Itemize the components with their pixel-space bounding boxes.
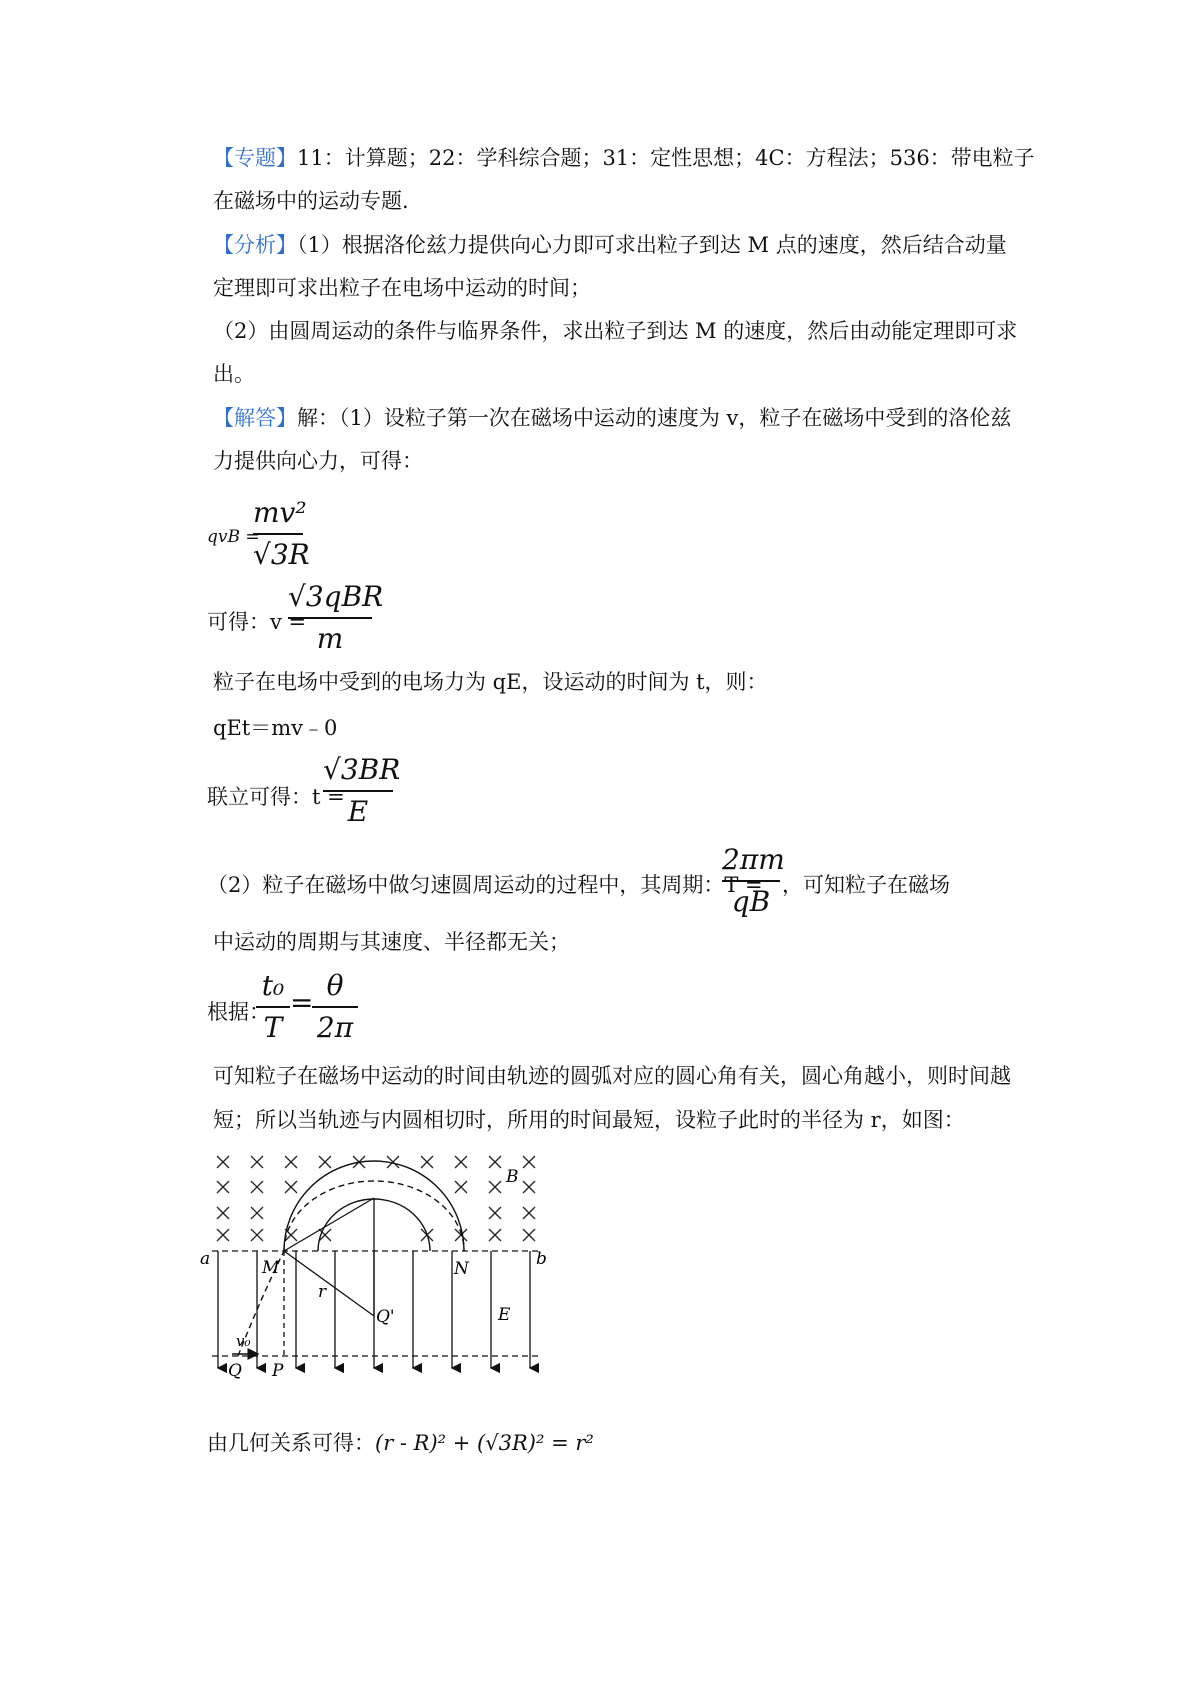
field-cross bbox=[285, 1181, 297, 1193]
analysis-tag: 【分析】 bbox=[213, 233, 297, 257]
force-text: 粒子在电场中受到的电场力为 qE，设运动的时间为 t，则： bbox=[213, 670, 768, 694]
eq2-numerator: √3qBR bbox=[288, 580, 384, 613]
eq1-denominator: √3R bbox=[253, 538, 310, 571]
angle-text-1: 可知粒子在磁场中运动的时间由轨迹的圆弧对应的圆心角有关，圆心角越小，则时间越 bbox=[213, 1064, 1011, 1088]
analysis-line-3: （2）由圆周运动的条件与临界条件，求出粒子到达 M 的速度，然后由动能定理即可求 bbox=[213, 319, 1018, 343]
geometry-equation: (r - R)² + (√3R)² = r² bbox=[375, 1431, 594, 1455]
field-cross bbox=[523, 1229, 535, 1241]
label-P: P bbox=[272, 1361, 284, 1381]
eq2-fraction bbox=[288, 577, 384, 659]
eq1-numerator: mv² bbox=[253, 496, 307, 529]
eq5-equals: = bbox=[290, 986, 314, 1019]
field-cross bbox=[217, 1181, 229, 1193]
geometry-line bbox=[207, 1427, 1037, 1459]
field-cross bbox=[489, 1181, 501, 1193]
analysis-line-1 bbox=[213, 229, 1043, 261]
eq4-fraction bbox=[323, 750, 401, 832]
topic-text-1: 11：计算题；22：学科综合题；31：定性思想；4C：方程法；536：带电粒子 bbox=[297, 146, 1035, 170]
topic-line-2: 在磁场中的运动专题. bbox=[213, 189, 409, 213]
analysis-line-2: 定理即可求出粒子在电场中运动的时间； bbox=[213, 276, 591, 300]
label-M: M bbox=[262, 1258, 280, 1278]
field-cross bbox=[523, 1156, 535, 1168]
field-cross bbox=[455, 1181, 467, 1193]
field-cross bbox=[489, 1207, 501, 1219]
field-cross bbox=[285, 1156, 297, 1168]
period-denominator: qB bbox=[731, 885, 771, 918]
eq5-prefix: 根据： bbox=[207, 1000, 270, 1024]
field-cross bbox=[489, 1229, 501, 1241]
period-numerator: 2πm bbox=[722, 843, 785, 876]
eq1-lhs: qvB = bbox=[207, 527, 260, 547]
field-cross bbox=[523, 1181, 535, 1193]
field-cross bbox=[455, 1156, 467, 1168]
solution-tag: 【解答】 bbox=[213, 406, 297, 430]
label-B: B bbox=[506, 1167, 519, 1187]
field-cross bbox=[217, 1229, 229, 1241]
label-Q: Q bbox=[228, 1361, 242, 1381]
field-cross bbox=[319, 1156, 331, 1168]
label-b: b bbox=[536, 1249, 547, 1269]
period-line-tail: ，可知粒子在磁场 bbox=[782, 873, 950, 897]
eq5-denominator-2: 2π bbox=[316, 1011, 354, 1044]
eq5-fraction-2 bbox=[312, 966, 358, 1048]
eq4-prefix: 联立可得：t = bbox=[207, 785, 345, 809]
field-cross bbox=[217, 1156, 229, 1168]
period-fraction bbox=[722, 840, 785, 922]
field-cross bbox=[251, 1229, 263, 1241]
field-cross bbox=[251, 1207, 263, 1219]
label-r: r bbox=[318, 1282, 327, 1302]
field-cross bbox=[489, 1156, 501, 1168]
momentum-equation: qEt＝mv﹣0 bbox=[213, 716, 338, 740]
field-cross bbox=[217, 1207, 229, 1219]
eq5-denominator-1: T bbox=[263, 1011, 283, 1044]
analysis-line-4: 出。 bbox=[213, 362, 255, 386]
label-N: N bbox=[454, 1259, 469, 1279]
eq5-fraction-1 bbox=[256, 966, 290, 1048]
eq4-denominator: E bbox=[347, 795, 369, 828]
solution-text-1: 解：（1）设粒子第一次在磁场中运动的速度为 v，粒子在磁场中受到的洛伦兹 bbox=[297, 406, 1012, 430]
label-a: a bbox=[200, 1249, 211, 1269]
eq5-numerator-1: t₀ bbox=[261, 969, 285, 1002]
eq4-numerator: √3BR bbox=[323, 753, 401, 786]
solution-line-2: 力提供向心力，可得： bbox=[213, 449, 423, 473]
analysis-text-1: （1）根据洛伦兹力提供向心力即可求出粒子到达 M 点的速度，然后结合动量 bbox=[297, 233, 1007, 257]
physics-figure bbox=[200, 1150, 600, 1420]
field-cross bbox=[251, 1181, 263, 1193]
label-E: E bbox=[498, 1305, 511, 1325]
radius-r bbox=[284, 1251, 374, 1316]
field-cross bbox=[251, 1156, 263, 1168]
period-line: （2）粒子在磁场中做匀速圆周运动的过程中，其周期：T = bbox=[207, 873, 763, 897]
period-line-2: 中运动的周期与其速度、半径都无关； bbox=[213, 930, 570, 954]
chord-line bbox=[284, 1198, 374, 1251]
eq2-denominator: m bbox=[316, 622, 344, 655]
topic-line-1 bbox=[213, 142, 1043, 174]
field-cross bbox=[523, 1207, 535, 1219]
field-cross bbox=[421, 1156, 433, 1168]
eq5-numerator-2: θ bbox=[326, 969, 344, 1002]
topic-tag: 【专题】 bbox=[213, 146, 297, 170]
solution-line-1 bbox=[213, 402, 1043, 434]
eq2-prefix: 可得：v = bbox=[207, 610, 307, 634]
geometry-prefix: 由几何关系可得： bbox=[207, 1431, 375, 1455]
eq1-fraction bbox=[253, 493, 310, 575]
label-Q-prime: Q' bbox=[376, 1307, 395, 1327]
angle-text-2: 短；所以当轨迹与内圆相切时，所用的时间最短，设粒子此时的半径为 r，如图： bbox=[213, 1108, 965, 1132]
label-v0: v₀ bbox=[236, 1332, 251, 1350]
